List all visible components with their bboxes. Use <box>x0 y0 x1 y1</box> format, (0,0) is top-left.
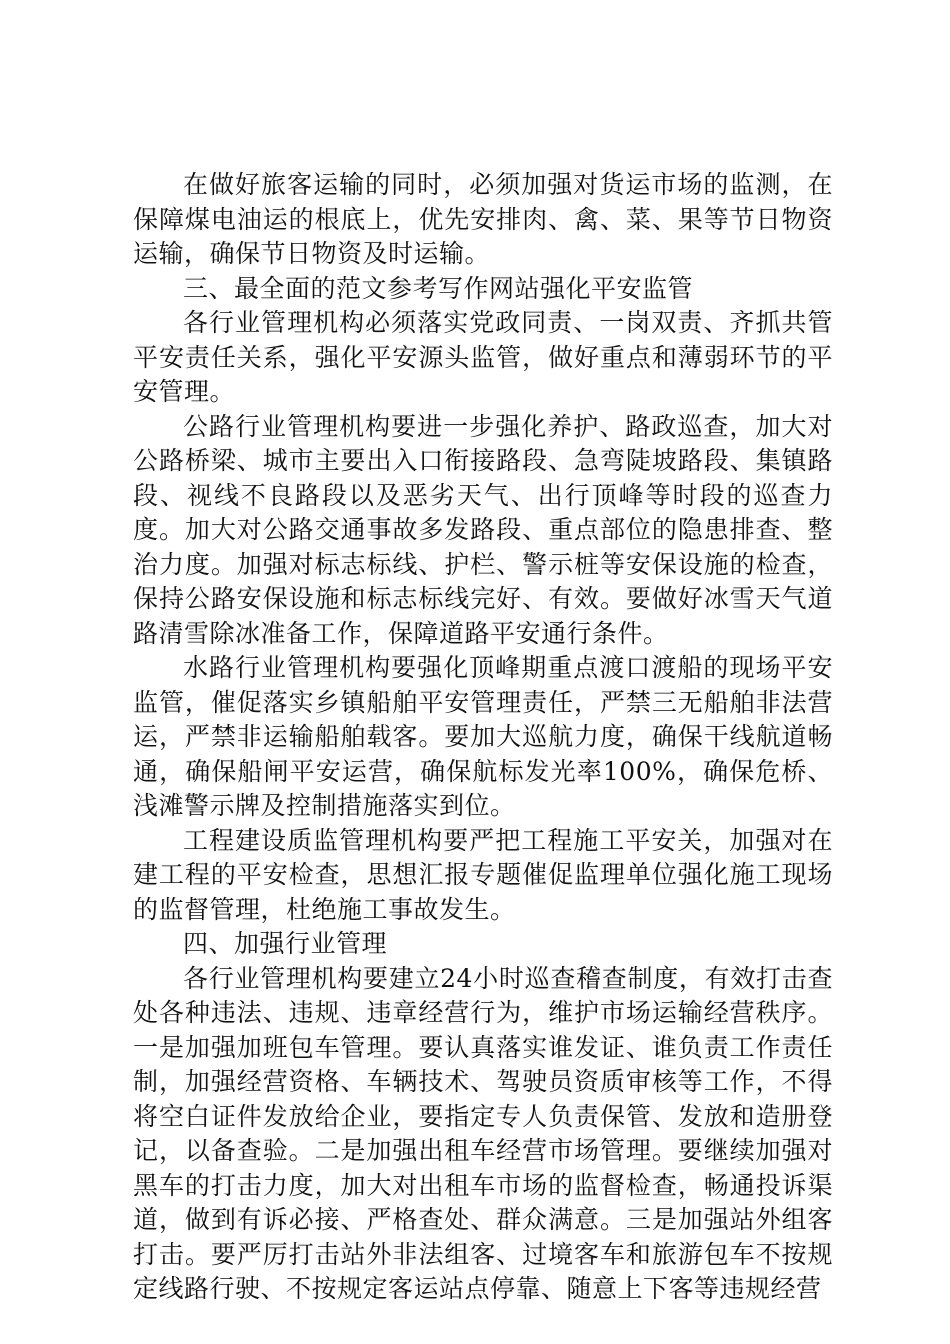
paragraph-safety-responsibility: 各行业管理机构必须落实党政同责、一岗双责、齐抓共管平安责任关系，强化平安源头监管，做好重点和薄弱环节的平安管理。 <box>133 308 833 406</box>
section-heading-industry-management: 四、加强行业管理 <box>183 929 388 958</box>
paragraph-freight-monitoring: 在做好旅客运输的同时，必须加强对货运市场的监测，在保障煤电油运的根底上，优先安排肉、禽、菜、果等节日物资运输，确保节日物资及时运输。 <box>133 170 833 268</box>
document-body <box>133 168 833 1307</box>
paragraph-waterway-management: 水路行业管理机构要强化顶峰期重点渡口渡船的现场平安监管，催促落实乡镇船舶平安管理责任，严禁三无船舶非法营运，严禁非运输船舶载客。要加大巡航力度，确保干线航道畅通，确保船闸平安运营，确保航标发光率100%，确保危桥、浅滩警示牌及控制措施落实到位。 <box>133 653 833 820</box>
section-heading-safety-supervision: 三、最全面的范文参考写作网站强化平安监管 <box>183 273 694 303</box>
paragraph-construction-quality: 工程建设质监管理机构要严把工程施工平安关，加强对在建工程的平安检查，思想汇报专题催促监理单位强化施工现场的监督管理，杜绝施工事故发生。 <box>133 825 833 924</box>
paragraph-highway-management: 公路行业管理机构要进一步强化养护、路政巡查，加大对公路桥梁、城市主要出入口衔接路段、急弯陡坡路段、集镇路段、视线不良路段以及恶劣天气、出行顶峰等时段的巡查力度。加大对公路交通事故多发路段、重点部位的隐患排查、整治力度。加强对标志标线、护栏、警示桩等安保设施的检查，保持公路安保设施和标志标线完好、有效。要做好冰雪天气道路清雪除冰准备工作，保障道路平安通行条件。 <box>133 411 833 648</box>
paragraph-inspection-system: 各行业管理机构要建立24小时巡查稽查制度，有效打击查处各种违法、违规、违章经营行为，维护市场运输经营秩序。一是加强加班包车管理。要认真落实谁发证、谁负责工作责任制，加强经营资格、车辆技术、驾驶员资质审核等工作，不得将空白证件发放给企业，要指定专人负责保管、发放和造册登记，以备查验。二是加强出租车经营市场管理。要继续加强对黑车的打击力度，加大对出租车市场的监督检查，畅通投诉渠道，做到有诉必接、严格查处、群众满意。三是加强站外组客打击。要严厉打击站外非法组客、过境客车和旅游包车不按规定线路行驶、不按规定客运站点停靠、随意上下客等违规经营 <box>133 963 833 1303</box>
